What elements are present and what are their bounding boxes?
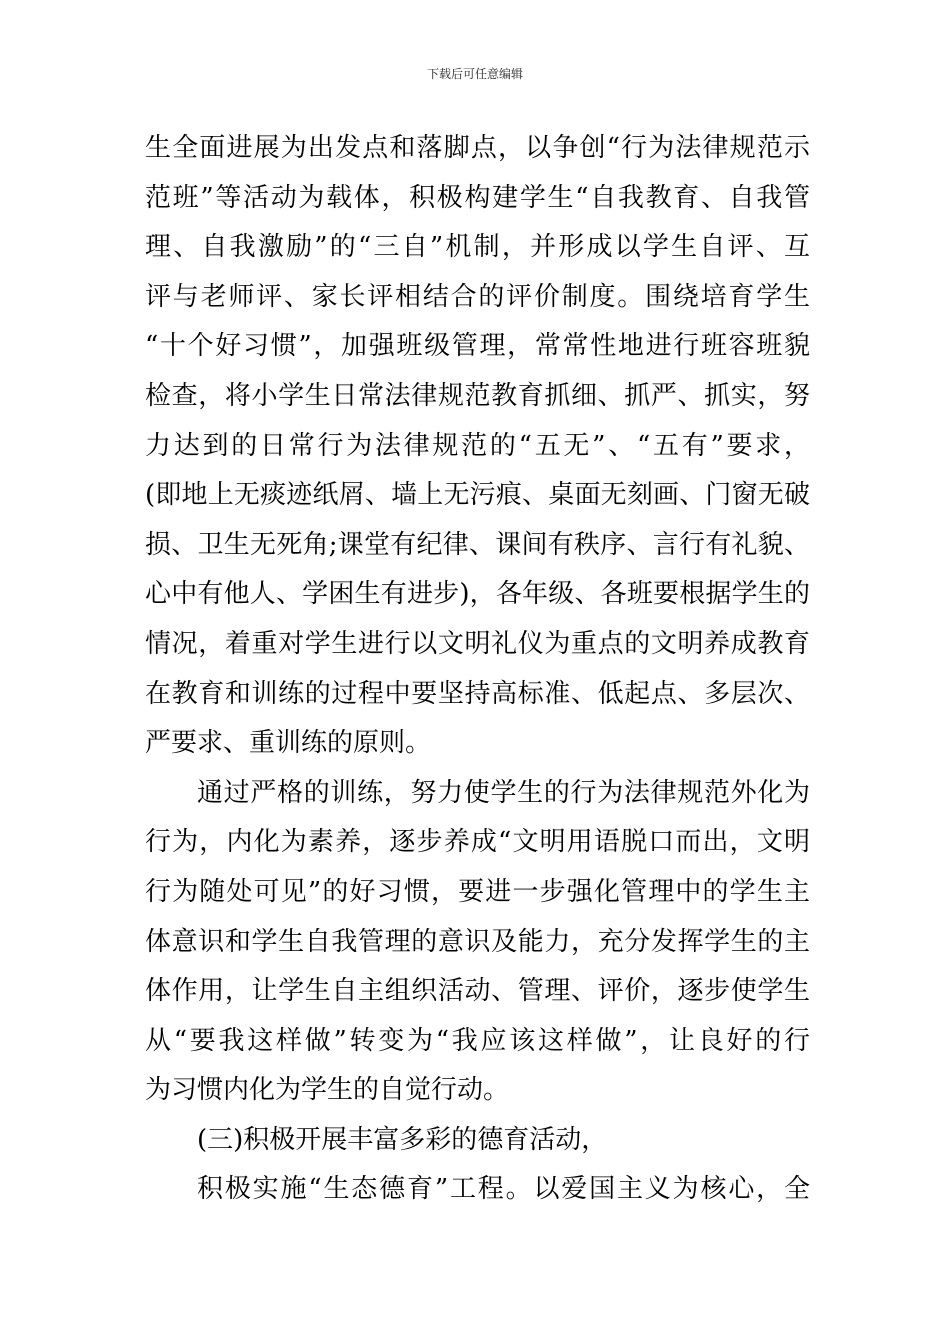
text-line-2: 范班”等活动为载体，积极构建学生“自我教育、自我管 [145, 182, 810, 213]
document-body [145, 124, 810, 1215]
text-line-20: 为习惯内化为学生的自觉行动。 [145, 1075, 510, 1106]
text-line-17: 体意识和学生自我管理的意识及能力，充分发挥学生的主 [145, 926, 810, 957]
text-line-12: 在教育和训练的过程中要坚持高标准、低起点、多层次、 [145, 678, 810, 709]
text-line-3: 理、自我激励”的“三自”机制，并形成以学生自评、互 [145, 232, 810, 263]
text-line-13: 严要求、重训练的原则。 [145, 728, 432, 759]
text-line-4: 评与老师评、家长评相结合的评价制度。围绕培育学生 [145, 281, 810, 312]
text-line-7: 力达到的日常行为法律规范的“五无”、“五有”要求， [145, 430, 810, 461]
text-line-14: 通过严格的训练，努力使学生的行为法律规范外化为 [197, 777, 810, 808]
text-line-21: (三)积极开展丰富多彩的德育活动， [197, 1124, 608, 1155]
text-line-11: 情况，着重对学生进行以文明礼仪为重点的文明养成教育 [145, 628, 810, 659]
text-line-16: 行为随处可见”的好习惯，要进一步强化管理中的学生主 [145, 876, 810, 907]
text-line-6: 检查，将小学生日常法律规范教育抓细、抓严、抓实，努 [145, 380, 810, 411]
text-line-8: (即地上无痰迹纸屑、墙上无污痕、桌面无刻画、门窗无破 [145, 480, 810, 511]
page-header: 下载后可任意编辑 [426, 67, 523, 81]
text-line-18: 体作用，让学生自主组织活动、管理、评价，逐步使学生 [145, 976, 810, 1007]
text-line-1: 生全面进展为出发点和落脚点，以争创“行为法律规范示 [145, 133, 810, 163]
text-line-15: 行为，内化为素养，逐步养成“文明用语脱口而出，文明 [145, 827, 810, 858]
text-line-19: 从“要我这样做”转变为“我应该这样做”，让良好的行 [145, 1025, 810, 1056]
text-line-5: “十个好习惯”，加强班级管理，常常性地进行班容班貌 [145, 331, 810, 362]
text-line-22: 积极实施“生态德育”工程。以爱国主义为核心，全 [197, 1174, 810, 1205]
text-line-10: 心中有他人、学困生有进步)，各年级、各班要根据学生的 [145, 579, 810, 610]
text-line-9: 损、卫生无死角;课堂有纪律、课间有秩序、言行有礼貌、 [145, 529, 810, 560]
